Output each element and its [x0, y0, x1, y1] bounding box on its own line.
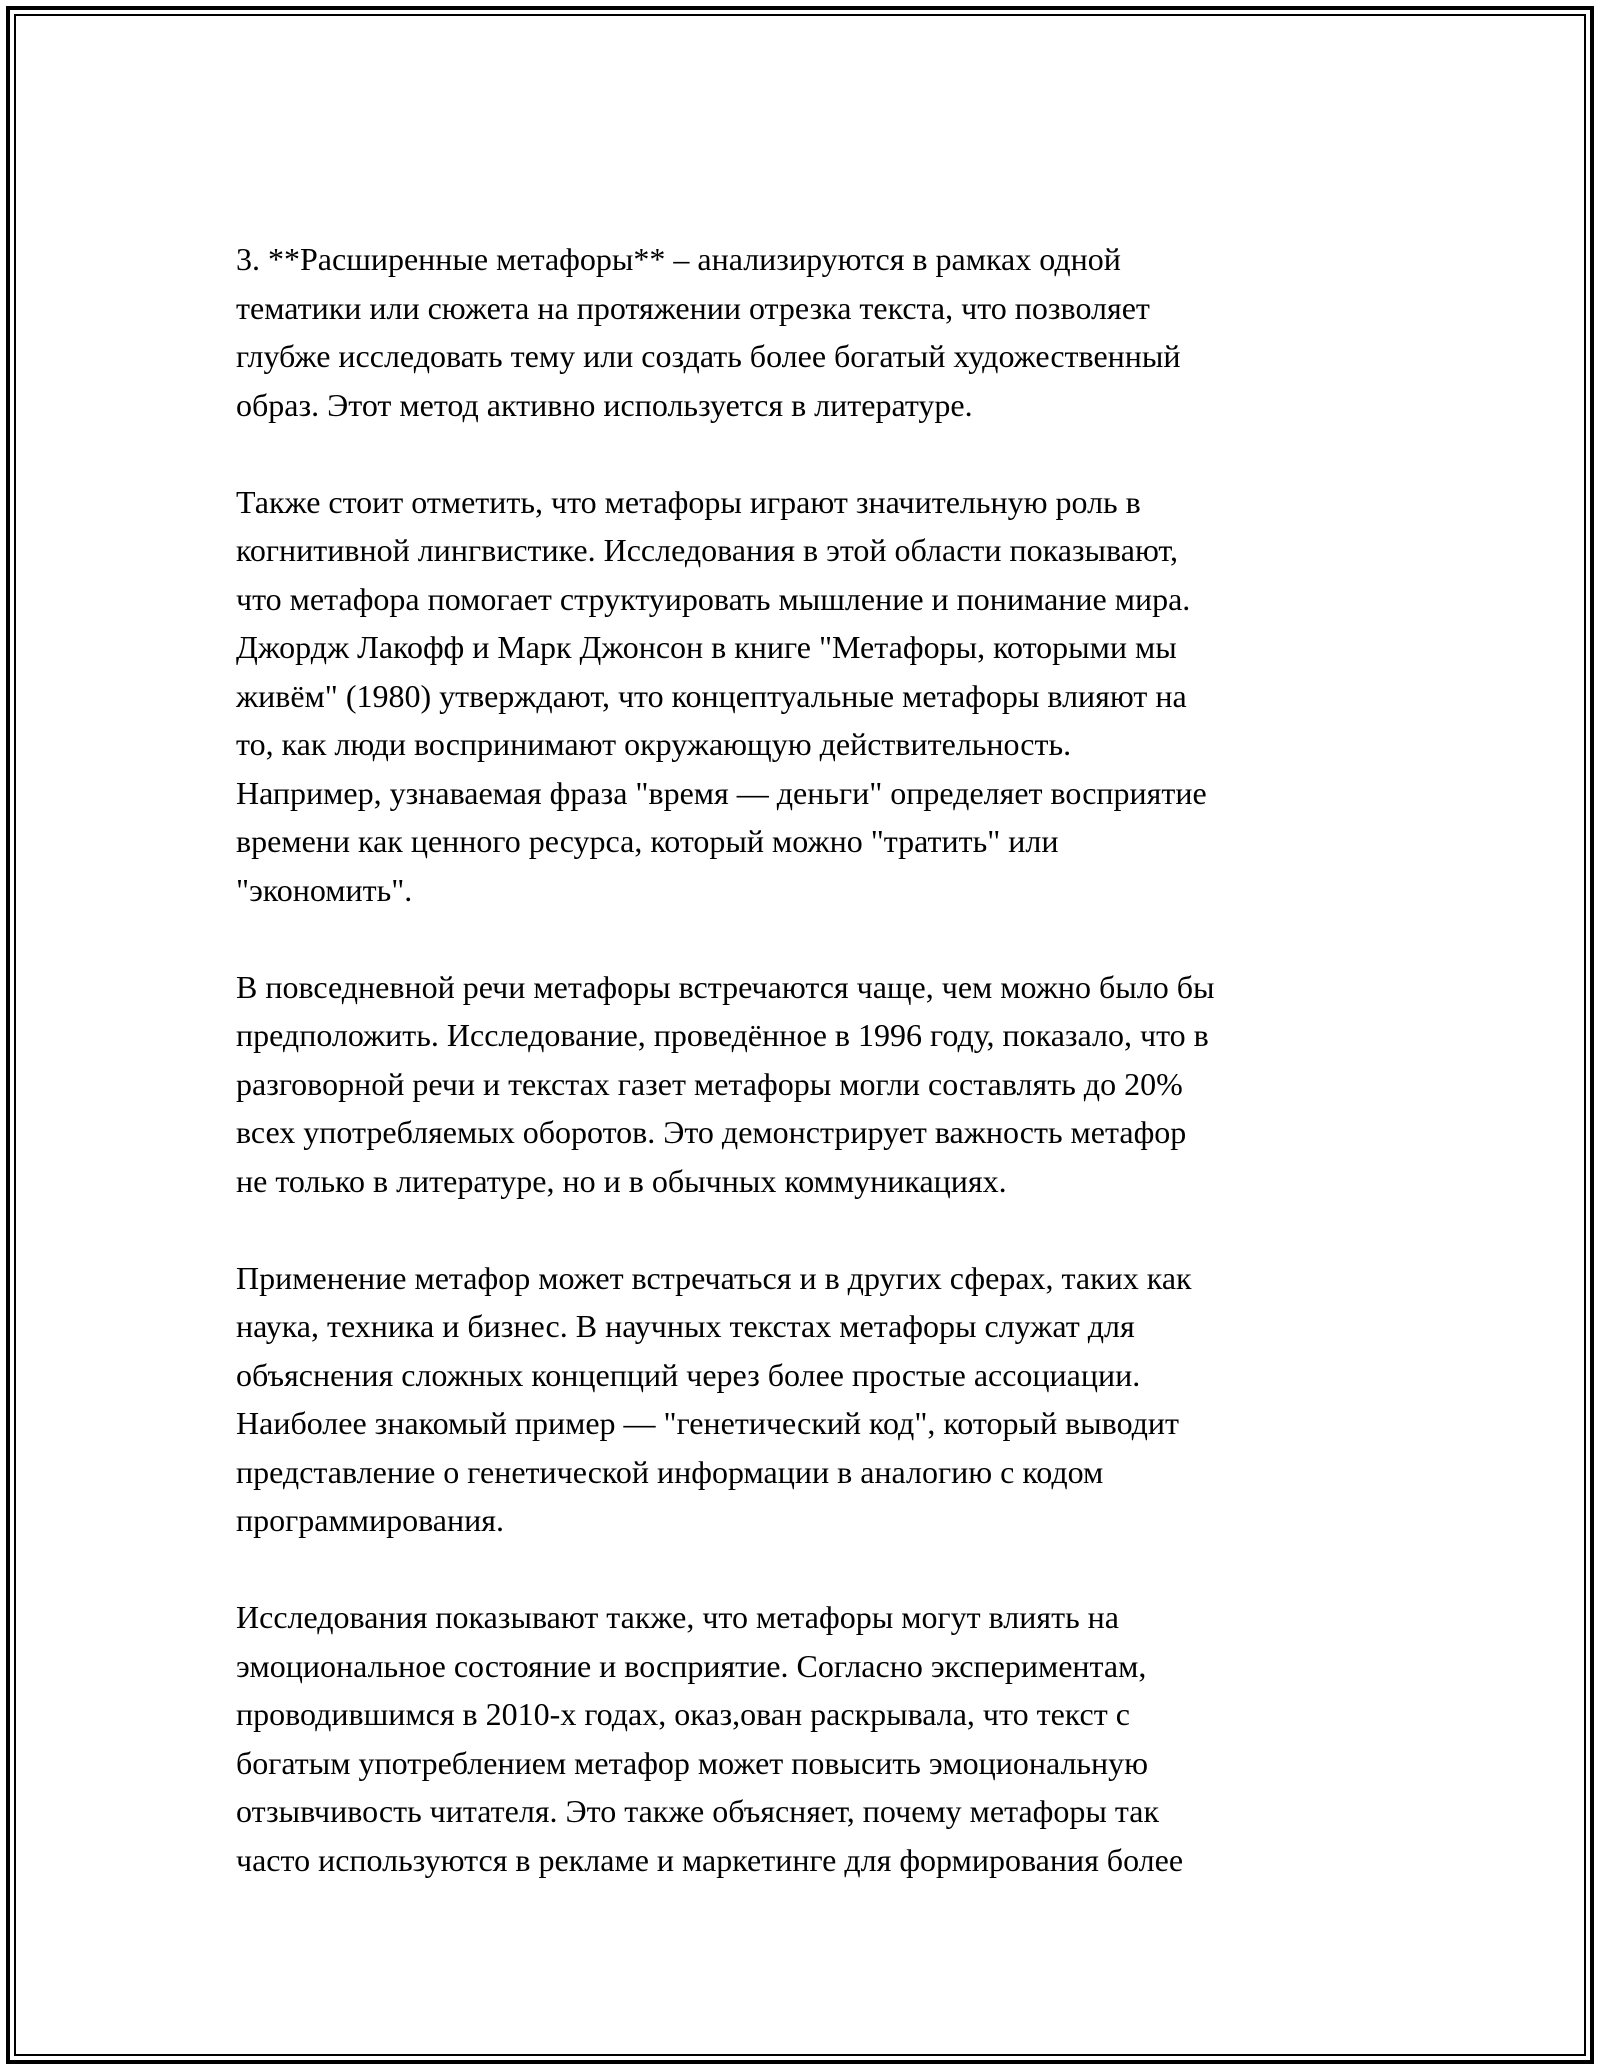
text-line: "экономить".	[236, 871, 413, 908]
text-line: Например, узнаваемая фраза "время — деньги" определяет восприятие	[236, 774, 1207, 811]
text-line: образ. Этот метод активно используется в литературе.	[236, 386, 973, 423]
paragraph-other-spheres	[236, 1254, 1366, 1545]
text-line: не только в литературе, но и в обычных коммуникациях.	[236, 1162, 1007, 1199]
text-line: наука, техника и бизнес. В научных текстах метафоры служат для	[236, 1308, 1135, 1344]
text-line: Также стоит отметить, что метафоры играют значительную роль в	[236, 483, 1141, 520]
text-line: Джордж Лакофф и Марк Джонсон в книге "Метафоры, которыми мы	[236, 629, 1177, 665]
text-line: эмоциональное состояние и восприятие. Согласно экспериментам,	[236, 1647, 1147, 1684]
text-line: отзывчивость читателя. Это также объясняет, почему метафоры так	[236, 1793, 1160, 1829]
text-line: представление о генетической информации в аналогию с кодом	[236, 1453, 1104, 1490]
text-line: 3. **Расширенные метафоры** – анализируются в рамках одной	[236, 241, 1121, 277]
text-line: В повседневной речи метафоры встречаются чаще, чем можно было бы	[236, 968, 1215, 1005]
text-line: объяснения сложных концепций через более простые ассоциации.	[236, 1356, 1141, 1393]
text-line: времени как ценного ресурса, который можно "тратить" или	[236, 823, 1059, 859]
document-body	[236, 235, 1366, 1933]
text-line: то, как люди воспринимают окружающую действительность.	[236, 726, 1072, 762]
paragraph-cognitive-linguistics	[236, 478, 1366, 915]
text-line: богатым употреблением метафор может повысить эмоциональную	[236, 1744, 1149, 1781]
text-line: когнитивной лингвистике. Исследования в этой области показывают,	[236, 532, 1178, 568]
text-line: проводившимся в 2010-х годах, оказ,ован раскрывала, что текст с	[236, 1696, 1130, 1732]
text-line: разговорной речи и текстах газет метафоры могли составлять до 20%	[236, 1065, 1183, 1102]
text-line: предположить. Исследование, проведённое в 1996 году, показало, что в	[236, 1017, 1209, 1053]
text-line: всех употребляемых оборотов. Это демонстрирует важность метафор	[236, 1114, 1187, 1150]
paragraph-everyday-speech	[236, 963, 1366, 1206]
text-line: тематики или сюжета на протяжении отрезка текста, что позволяет	[236, 289, 1150, 326]
text-line: программирования.	[236, 1502, 504, 1538]
paragraph-emotional-impact	[236, 1593, 1366, 1884]
text-line: живём" (1980) утверждают, что концептуальные метафоры влияют на	[236, 677, 1187, 714]
text-line: глубже исследовать тему или создать более богатый художественный	[236, 338, 1181, 374]
paragraph-extended-metaphors	[236, 235, 1366, 429]
text-line: Применение метафор может встречаться и в других сферах, таких как	[236, 1259, 1192, 1296]
text-line: Исследования показывают также, что метафоры могут влиять на	[236, 1599, 1119, 1635]
text-line: часто используются в рекламе и маркетинге для формирования более	[236, 1841, 1184, 1878]
text-line: Наиболее знакомый пример — "генетический код", который выводит	[236, 1405, 1180, 1441]
text-line: что метафора помогает структуировать мышление и понимание мира.	[236, 580, 1191, 617]
